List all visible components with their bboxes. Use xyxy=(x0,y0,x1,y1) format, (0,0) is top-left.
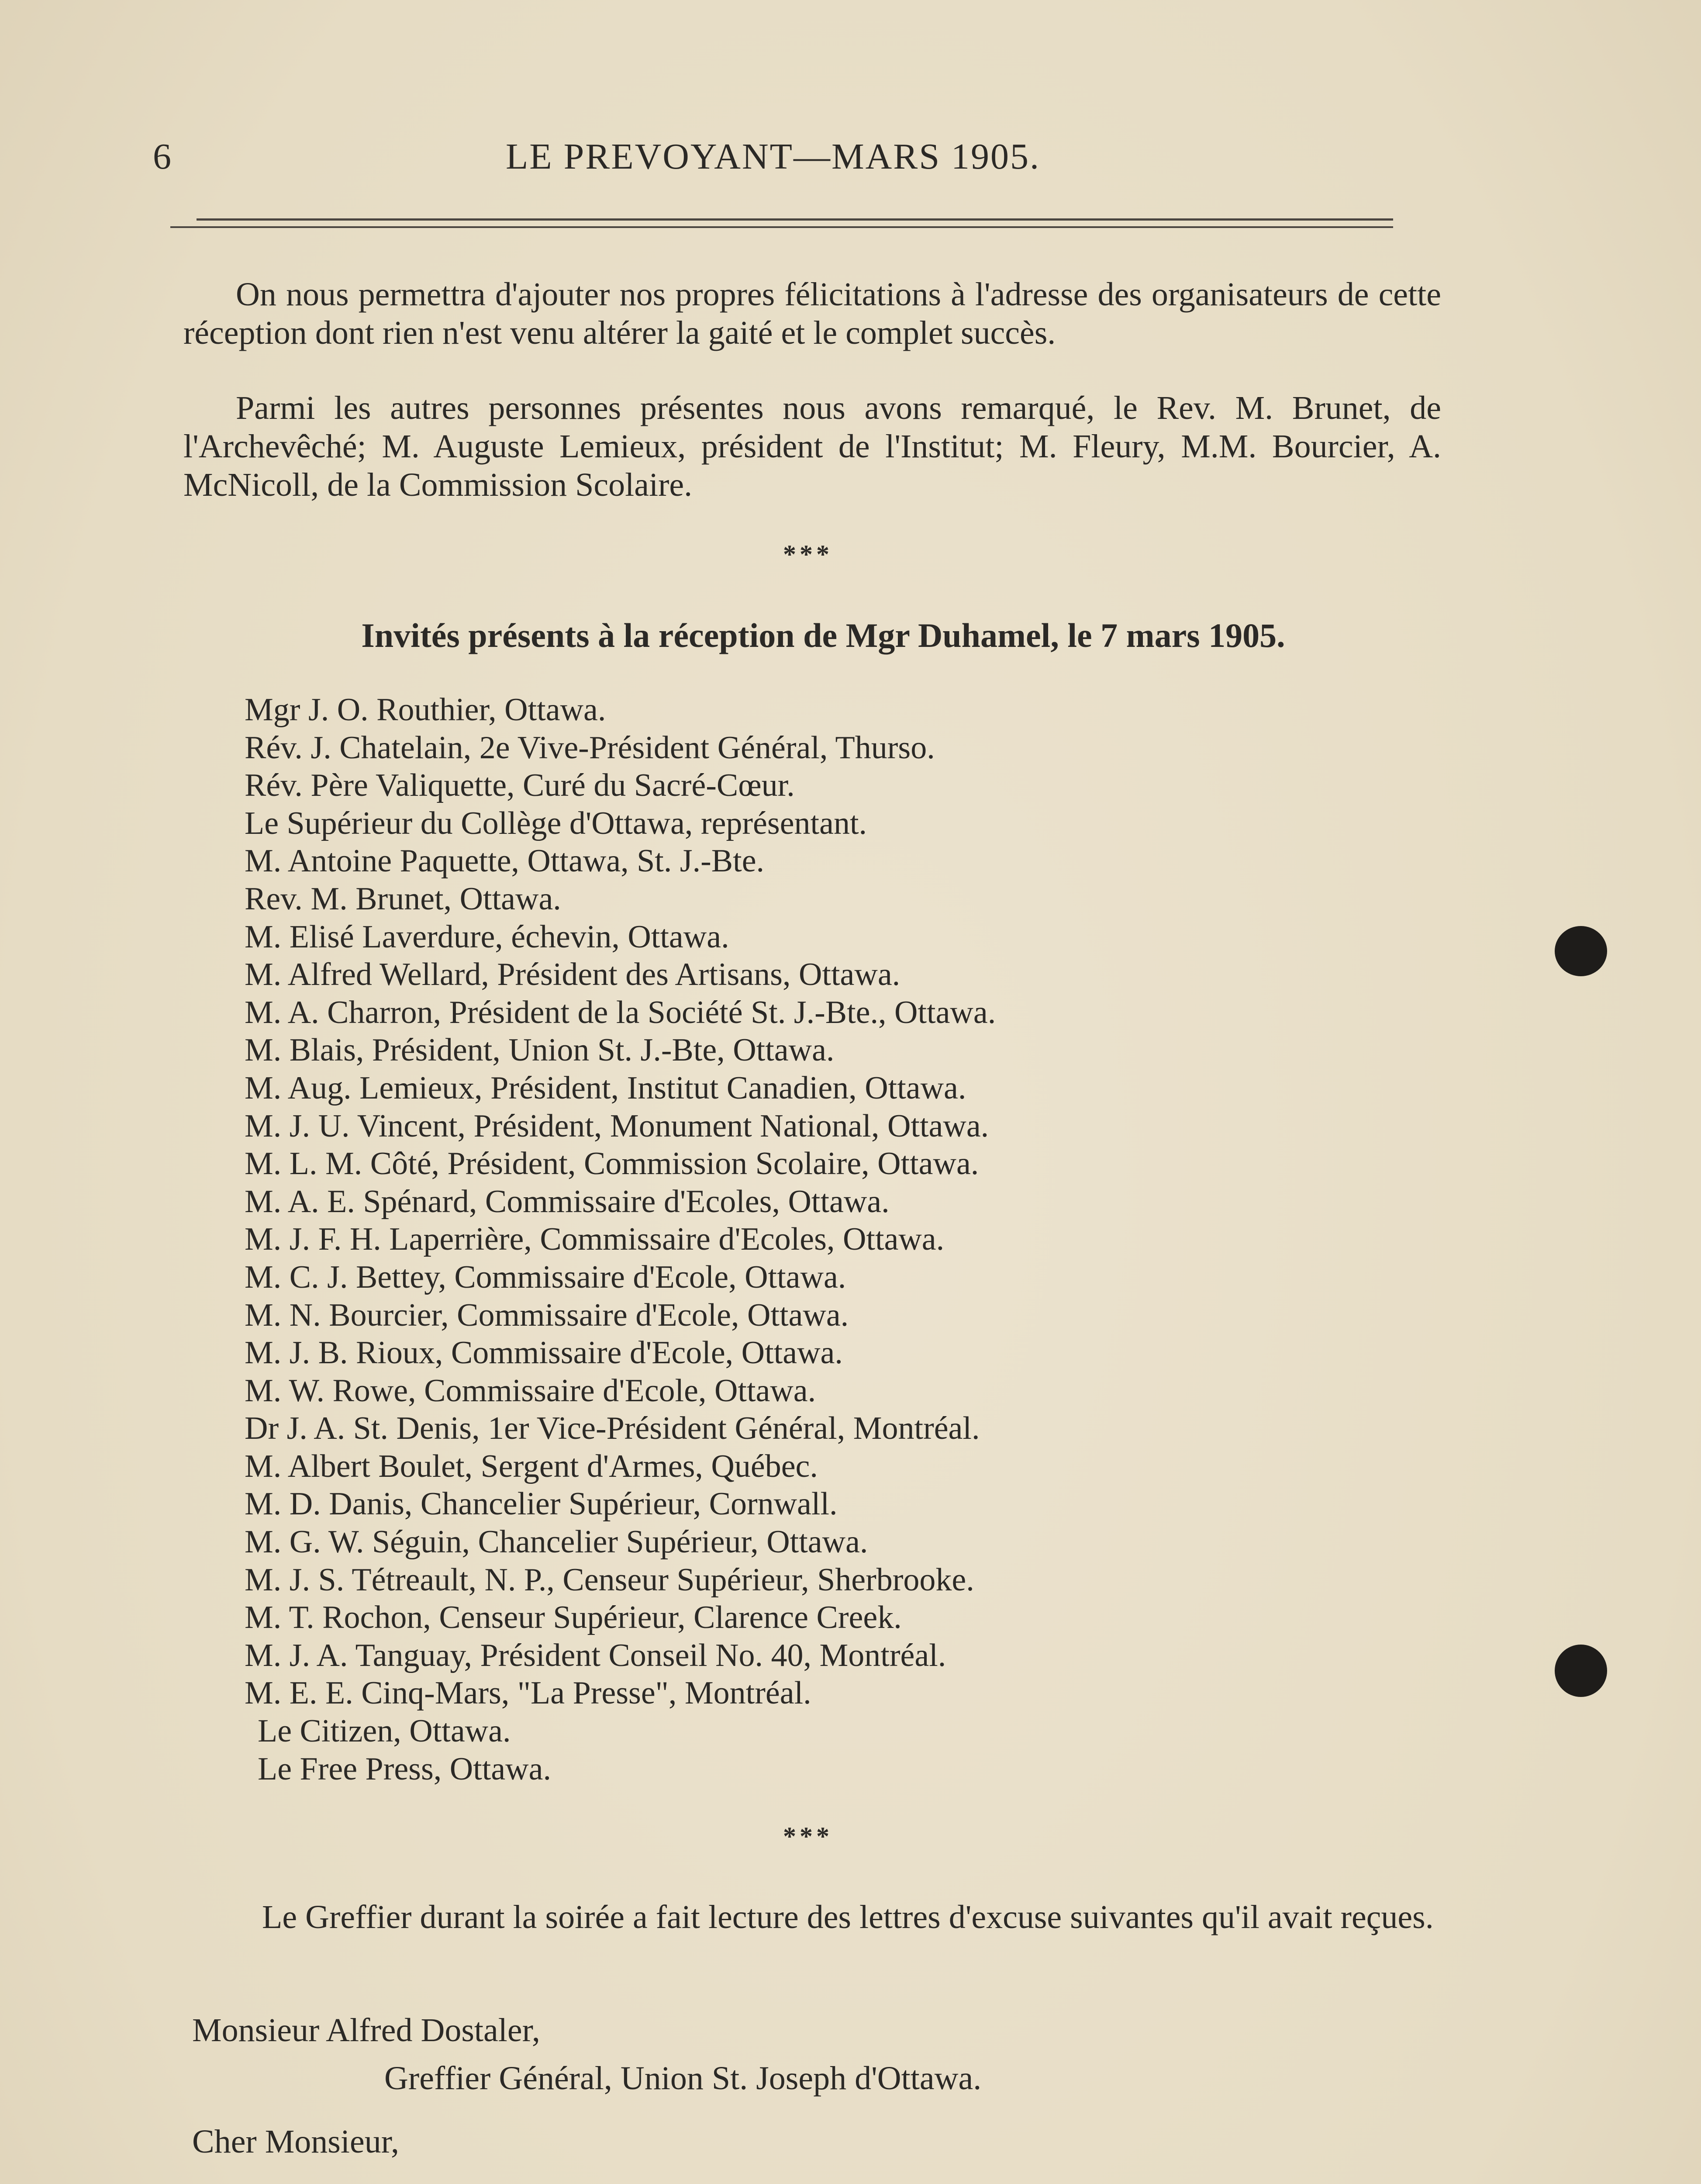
list-item: M. J. S. Tétreault, N. P., Censeur Supérieur, Sherbrooke. xyxy=(245,1562,974,1598)
list-item: M. E. E. Cinq-Mars, "La Presse", Montréal. xyxy=(245,1675,811,1711)
page-header xyxy=(153,127,1393,188)
list-item: M. G. W. Séguin, Chancelier Supérieur, Ottawa. xyxy=(245,1524,868,1560)
intro-paragraph-2: Parmi les autres personnes présentes nous avons remarqué, le Rev. M. Brunet, de l'Archevêché; M. Auguste Lemieux, président de l'Institut; M. Fleury, M.M. Bourcier, A. McNicoll, de la Commission Scolaire. xyxy=(183,390,1441,503)
header-rule-bottom xyxy=(170,226,1393,228)
list-item: M. A. E. Spénard, Commissaire d'Ecoles, Ottawa. xyxy=(245,1183,890,1220)
list-item: M. L. M. Côté, Président, Commission Scolaire, Ottawa. xyxy=(245,1146,979,1182)
list-item: M. J. F. H. Laperrière, Commissaire d'Ecoles, Ottawa. xyxy=(245,1221,945,1258)
list-item: M. A. Charron, Président de la Société St. J.-Bte., Ottawa. xyxy=(245,994,996,1030)
list-item: M. D. Danis, Chancelier Supérieur, Cornwall. xyxy=(245,1486,838,1522)
list-item: M. J. U. Vincent, Président, Monument National, Ottawa. xyxy=(245,1108,989,1144)
list-item: Le Citizen, Ottawa. xyxy=(258,1713,511,1749)
list-item: Rév. J. Chatelain, 2e Vive-Président Général, Thurso. xyxy=(245,729,935,766)
guest-list xyxy=(245,691,1424,1788)
list-item: M. Blais, Président, Union St. J.-Bte, Ottawa. xyxy=(245,1032,835,1068)
intro-paragraph-1: On nous permettra d'ajouter nos propres félicitations à l'adresse des organisateurs de cette réception dont rien n'est venu altérer la gaité et le complet succès. xyxy=(183,276,1441,351)
list-item: M. J. A. Tanguay, Président Conseil No. 40, Montréal. xyxy=(245,1637,946,1673)
list-item: Rev. M. Brunet, Ottawa. xyxy=(245,881,561,917)
list-item: M. Elisé Laverdure, échevin, Ottawa. xyxy=(245,919,729,955)
page-number: 6 xyxy=(153,136,171,177)
list-item: M. J. B. Rioux, Commissaire d'Ecole, Ottawa. xyxy=(245,1335,843,1371)
list-item: M. Albert Boulet, Sergent d'Armes, Québec. xyxy=(245,1448,818,1484)
ink-blot xyxy=(1555,926,1607,976)
list-item: Rév. Père Valiquette, Curé du Sacré-Cœur. xyxy=(245,767,795,804)
header-rule-top xyxy=(197,218,1393,221)
ink-blot xyxy=(1555,1645,1607,1697)
list-item: M. T. Rochon, Censeur Supérieur, Clarence Creek. xyxy=(245,1600,902,1636)
list-item: Le Supérieur du Collège d'Ottawa, représentant. xyxy=(245,805,867,841)
list-item: Le Free Press, Ottawa. xyxy=(258,1751,551,1787)
list-item: M. Antoine Paquette, Ottawa, St. J.-Bte. xyxy=(245,843,765,879)
letters-intro-paragraph: Le Greffier durant la soirée a fait lecture des lettres d'excuse suivantes qu'il avait reçues. xyxy=(262,1899,1434,1935)
list-item: M. Aug. Lemieux, Président, Institut Canadien, Ottawa. xyxy=(245,1070,966,1106)
guest-list-title: Invités présents à la réception de Mgr Duhamel, le 7 mars 1905. xyxy=(361,616,1285,654)
list-item: Mgr J. O. Routhier, Ottawa. xyxy=(245,692,606,728)
list-item: M. Alfred Wellard, Président des Artisans, Ottawa. xyxy=(245,957,901,993)
running-title: LE PREVOYANT—MARS 1905. xyxy=(505,136,1041,177)
list-item: Dr J. A. St. Denis, 1er Vice-Président Général, Montréal. xyxy=(245,1410,980,1447)
list-item: M. W. Rowe, Commissaire d'Ecole, Ottawa. xyxy=(245,1372,816,1409)
letter-addressee-title: Greffier Général, Union St. Joseph d'Ottawa. xyxy=(384,2060,982,2097)
section-separator: *** xyxy=(783,1822,833,1851)
letter-addressee: Monsieur Alfred Dostaler, xyxy=(192,2012,540,2049)
list-item: M. N. Bourcier, Commissaire d'Ecole, Ottawa. xyxy=(245,1297,849,1333)
list-item: M. C. J. Bettey, Commissaire d'Ecole, Ottawa. xyxy=(245,1259,846,1295)
letter-salutation: Cher Monsieur, xyxy=(192,2123,399,2160)
section-separator: *** xyxy=(783,540,833,569)
